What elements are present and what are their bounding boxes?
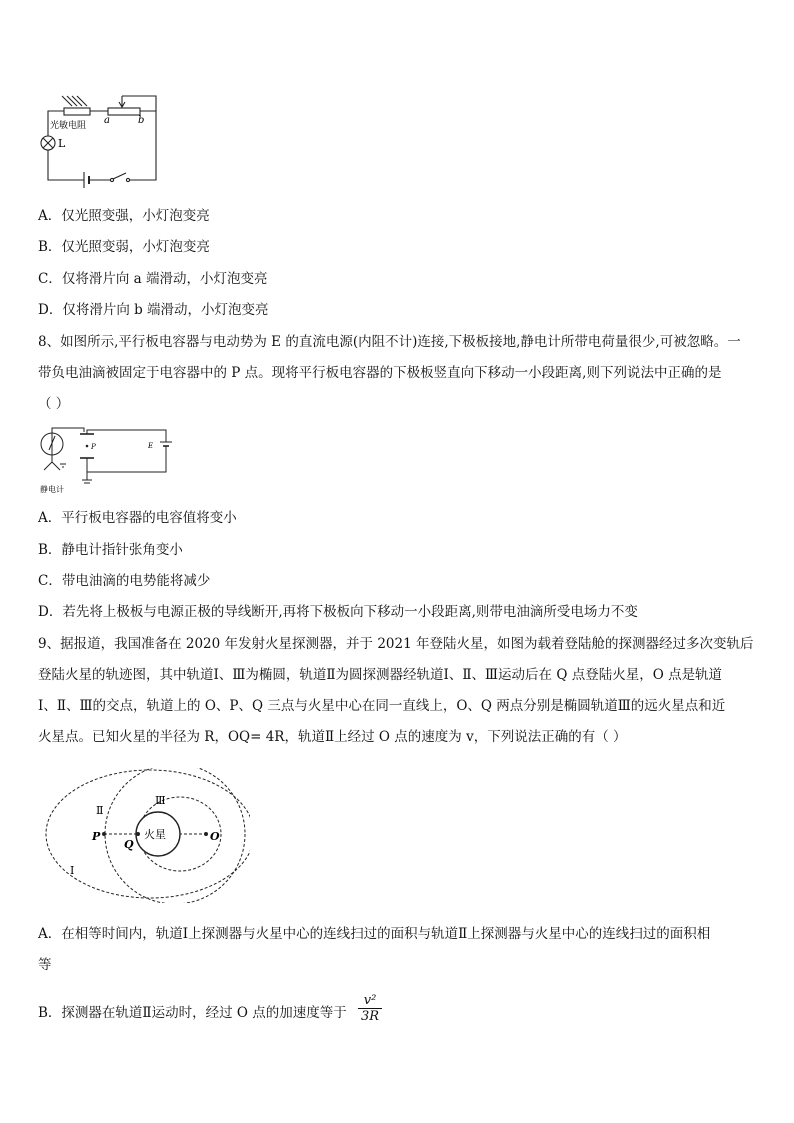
q9-option-a-line-1: A．在相等时间内，轨道Ⅰ上探测器与火星中心的连线扫过的面积与轨道Ⅱ上探测器与火星中心的连线扫过的面积相: [38, 926, 711, 942]
q8-e-label: E: [148, 442, 154, 450]
q9-option-b-fraction: [358, 993, 382, 1024]
q9-option-b: B．探测器在轨道Ⅱ运动时，经过 O 点的加速度等于: [38, 1005, 347, 1021]
q7-option-c: C．仅将滑片向 a 端滑动，小灯泡变亮: [38, 271, 268, 287]
q7-option-a: A．仅光照变强，小灯泡变亮: [38, 208, 210, 224]
q8-stem-line-2: 带负电油滴被固定于电容器中的 P 点。现将平行板电容器的下极板竖直向下移动一小段距离,则下列说法中正确的是: [38, 365, 722, 381]
q8-electrometer-label: 静电计: [40, 485, 64, 494]
q9-orbit3-label: Ⅲ: [155, 794, 166, 807]
q8-option-d: D．若先将上极板与电源正极的导线断开,再将下极板向下移动一小段距离,则带电油滴所受电场力不变: [38, 604, 638, 620]
q9-orbit-figure: [40, 768, 250, 903]
q7-option-b: B．仅光照变弱，小灯泡变亮: [38, 239, 210, 255]
q9-stem-line-3: Ⅰ、Ⅱ、Ⅲ的交点，轨道上的 O、P、Q 三点与火星中心在同一直线上，O、Q 两点分别是椭圆轨道Ⅲ的远火星点和近: [38, 698, 726, 714]
fraction-denominator: 3R: [361, 1009, 380, 1024]
q9-q-label: Q: [124, 838, 134, 851]
q8-stem-line-3: （ ）: [38, 396, 70, 412]
fraction-numerator: v²: [358, 993, 382, 1009]
q8-capacitor-figure: [36, 424, 176, 496]
q7-ldr-label: 光敏电阻: [50, 121, 87, 131]
q9-orbit1-label: Ⅰ: [70, 864, 75, 877]
q7-a-label: a: [104, 115, 110, 126]
q9-stem-line-4: 火星点。已知火星的半径为 R，OQ= 4R，轨道Ⅱ上经过 O 点的速度为 v，下列说法正确的有（ ）: [38, 729, 627, 745]
q9-stem-line-1: 9、据报道，我国准备在 2020 年发射火星探测器，并于 2021 年登陆火星，如图为载着登陆舱的探测器经过多次变轨后: [38, 636, 754, 652]
q9-o-label: O: [210, 830, 220, 843]
q8-option-a: A．平行板电容器的电容值将变小: [38, 510, 237, 526]
q8-option-c: C．带电油滴的电势能将减少: [38, 573, 211, 589]
q9-stem-line-2: 登陆火星的轨迹图，其中轨道Ⅰ、Ⅲ为椭圆，轨道Ⅱ为圆探测器经轨道Ⅰ、Ⅱ、Ⅲ运动后在 Q 点登陆火星，O 点是轨道: [38, 667, 723, 683]
q8-option-b: B．静电计指针张角变小: [38, 542, 183, 558]
q8-stem-line-1: 8、如图所示,平行板电容器与电动势为 E 的直流电源(内阻不计)连接,下极板接地,静电计所带电荷量很少,可被忽略。一: [38, 334, 741, 350]
q8-p-label: P: [91, 443, 96, 451]
q7-lamp-label: L: [58, 137, 66, 150]
q9-orbit2-label: Ⅱ: [96, 804, 104, 817]
q9-option-a-line-2: 等: [38, 957, 52, 973]
q9-mars-label: 火星: [144, 828, 166, 841]
q7-option-d: D．仅将滑片向 b 端滑动，小灯泡变亮: [38, 302, 269, 318]
q9-p-label: P: [92, 830, 101, 843]
q7-circuit-figure: [38, 88, 168, 188]
q7-b-label: b: [138, 115, 145, 126]
